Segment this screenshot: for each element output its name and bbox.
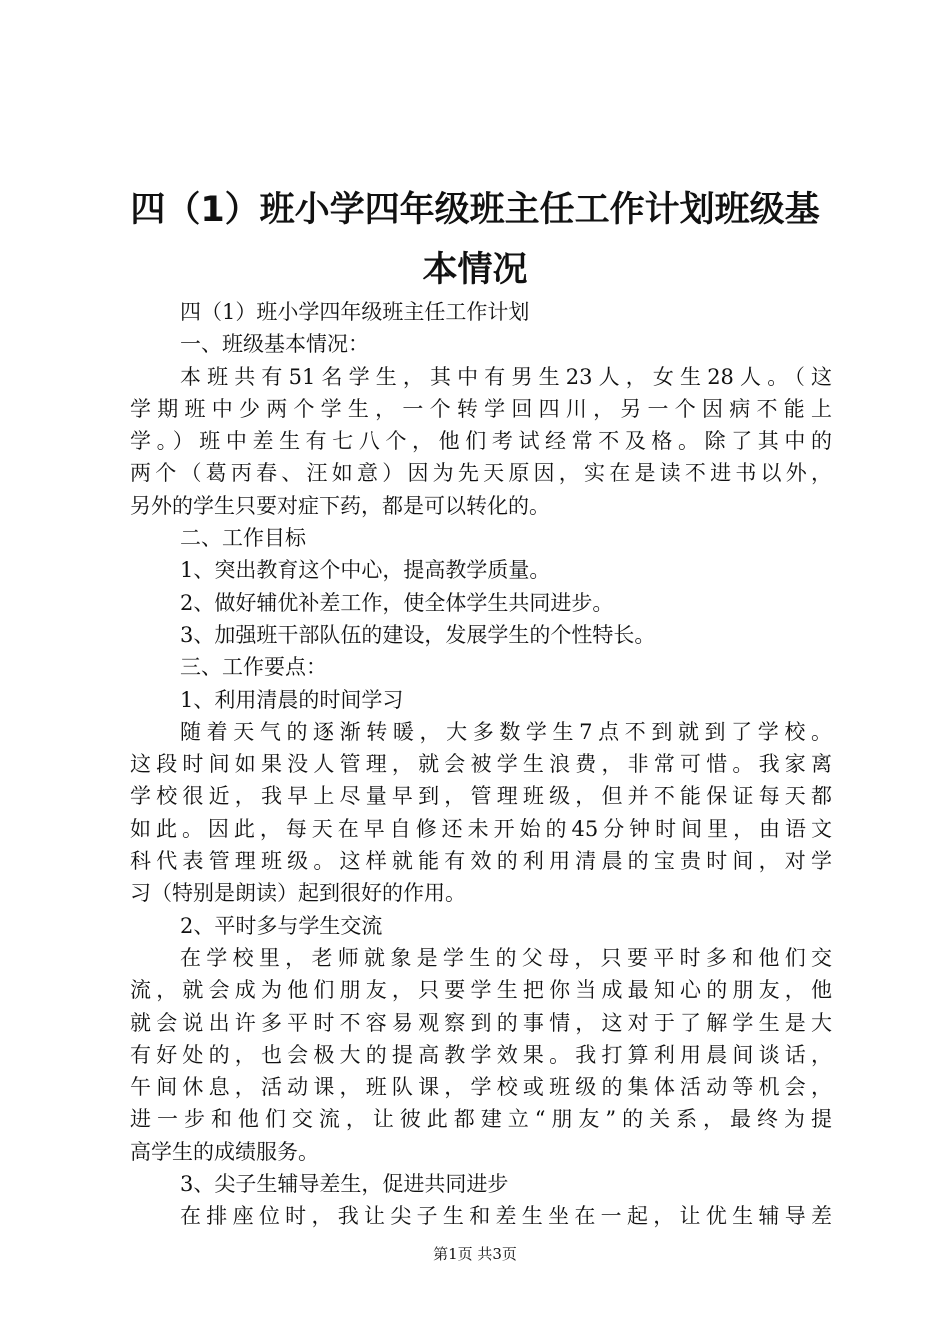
document-line: 四（1）班小学四年级班主任工作计划 (180, 300, 530, 324)
page-footer: 第1页 共3页 (433, 1245, 517, 1263)
document-line: 1、突出教育这个中心，提高教学质量。 (180, 558, 551, 583)
document-line: 2、做好辅优补差工作，使全体学生共同进步。 (180, 590, 614, 615)
document-line: 习（特别是朗读）起到很好的作用。 (130, 881, 466, 906)
document-line: 如此。因此，每天在早自修还未开始的45分钟时间里，由语文 (130, 816, 832, 841)
document-title-line-2: 本情况 (422, 250, 528, 290)
document-body (130, 296, 832, 1233)
document-line: 1、利用清晨的时间学习 (180, 687, 404, 712)
document-line: 在排座位时，我让尖子生和差生坐在一起，让优生辅导差 (180, 1204, 832, 1229)
document-line: 进一步和他们交流，让彼此都建立“朋友”的关系，最终为提 (130, 1107, 832, 1132)
document-line: 就会说出许多平时不容易观察到的事情，这对于了解学生是大 (130, 1010, 832, 1035)
document-line: 科代表管理班级。这样就能有效的利用清晨的宝贵时间，对学 (130, 849, 832, 874)
document-line: 本班共有51名学生，其中有男生23人，女生28人。（这 (180, 364, 832, 389)
document-line: 流，就会成为他们朋友，只要学生把你当成最知心的朋友，他 (130, 978, 832, 1003)
document-line: 3、尖子生辅导差生，促进共同进步 (180, 1172, 509, 1197)
document-line: 学。）班中差生有七八个，他们考试经常不及格。除了其中的 (130, 429, 832, 454)
document-title-line-1: 四（1）班小学四年级班主任工作计划班级基 (130, 190, 820, 230)
document-line: 高学生的成绩服务。 (130, 1139, 319, 1164)
document-line: 2、平时多与学生交流 (180, 913, 383, 938)
document-line: 这段时间如果没人管理，就会被学生浪费，非常可惜。我家离 (130, 752, 832, 777)
document-line: 午间休息，活动课，班队课，学校或班级的集体活动等机会， (130, 1075, 832, 1100)
document-line: 有好处的，也会极大的提高教学效果。我打算利用晨间谈话， (130, 1042, 832, 1067)
document-line: 随着天气的逐渐转暖，大多数学生7点不到就到了学校。 (180, 719, 832, 744)
document-line: 三、工作要点： (180, 655, 327, 680)
document-line: 学期班中少两个学生，一个转学回四川，另一个因病不能上 (130, 396, 832, 421)
document-line: 另外的学生只要对症下药，都是可以转化的。 (130, 493, 550, 518)
document-line: 在学校里，老师就象是学生的父母，只要平时多和他们交 (180, 945, 832, 970)
document-line: 两个（葛丙春、汪如意）因为先天原因，实在是读不进书以外， (130, 461, 832, 486)
document-line: 3、加强班干部队伍的建设，发展学生的个性特长。 (180, 622, 656, 647)
document-line: 一、班级基本情况： (180, 332, 369, 357)
document-line: 二、工作目标 (180, 526, 306, 551)
document-line: 学校很近，我早上尽量早到，管理班级，但并不能保证每天都 (130, 784, 832, 809)
